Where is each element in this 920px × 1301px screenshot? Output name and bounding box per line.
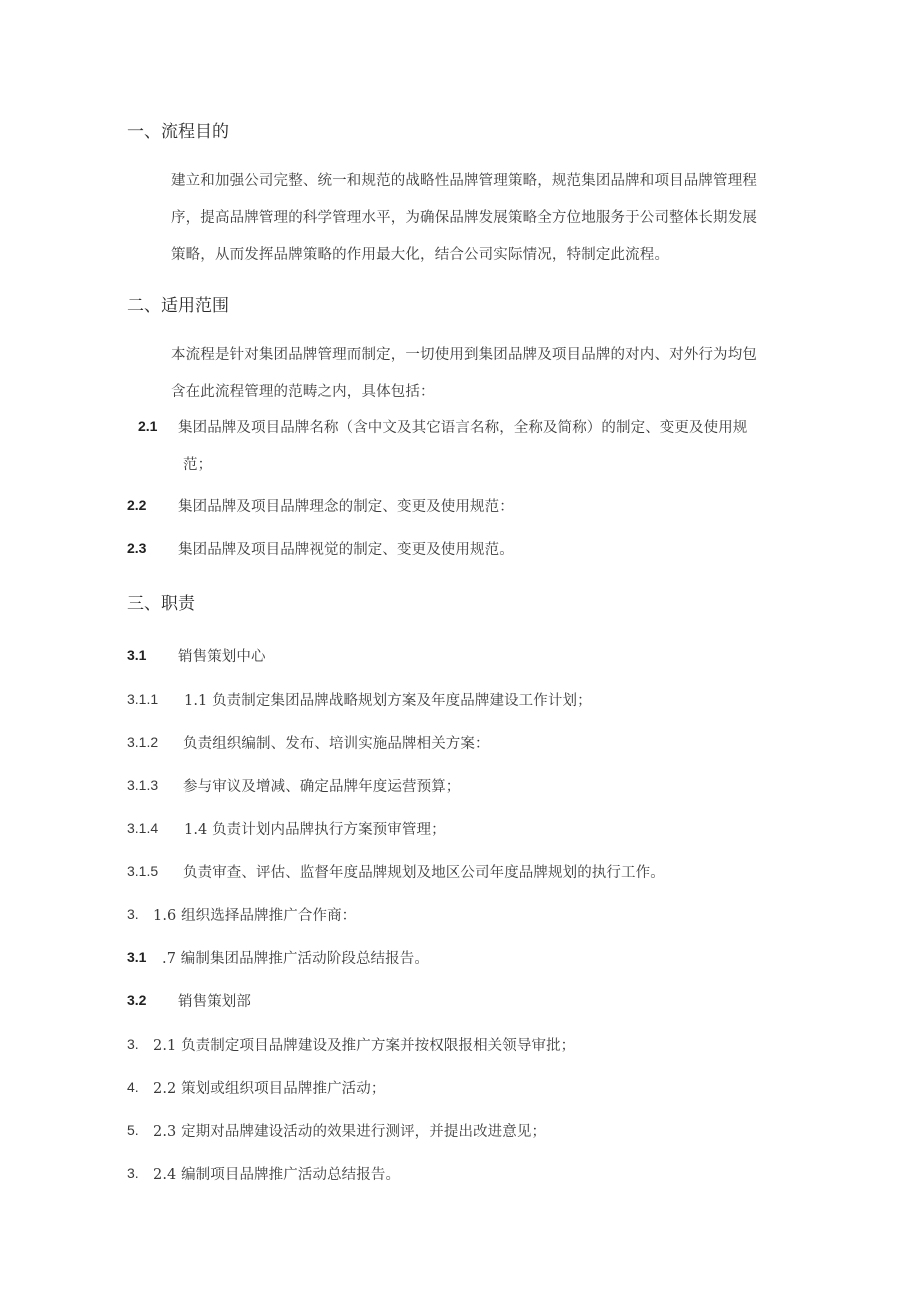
item-3-1-1-number: 3.1.1 [127, 691, 159, 707]
section-1-title: 一、流程目的 [127, 122, 229, 142]
section-2-line-1: 本流程是针对集团品牌管理而制定，一切使用到集团品牌及项目品牌的对内、对外行为均包 [171, 347, 757, 363]
item-3-1-7-number: 3.1 [127, 949, 147, 965]
item-3-2-4-text: 2.4 编制项目品牌推广活动总结报告。 [153, 1167, 401, 1183]
item-3-1-3-number: 3.1.3 [127, 777, 159, 793]
item-2-2-text: 集团品牌及项目品牌理念的制定、变更及使用规范： [178, 499, 514, 515]
section-1-line-1: 建立和加强公司完整、统一和规范的战略性品牌管理策略，规范集团品牌和项目品牌管理程 [171, 173, 757, 189]
section-2-title: 二、适用范围 [127, 296, 229, 316]
item-3-1-5-number: 3.1.5 [127, 863, 159, 879]
item-3-1-2-number: 3.1.2 [127, 734, 159, 750]
item-3-2-1-number: 3. [127, 1036, 139, 1052]
item-3-2-1-text: 2.1 负责制定项目品牌建设及推广方案并按权限报相关领导审批； [153, 1038, 576, 1054]
item-3-1-6-text: 1.6 组织选择品牌推广合作商： [153, 908, 357, 924]
item-3-2-3-text: 2.3 定期对品牌建设活动的效果进行测评，并提出改进意见； [153, 1124, 547, 1140]
item-3-1-5-text: 负责审查、评估、监督年度品牌规划及地区公司年度品牌规划的执行工作。 [183, 865, 665, 881]
item-3-2-2-text: 2.2 策划或组织项目品牌推广活动； [153, 1081, 386, 1097]
section-3-title: 三、职责 [127, 594, 195, 614]
section-1-line-2: 序，提高品牌管理的科学管理水平，为确保品牌发展策略全方位地服务于公司整体长期发展 [171, 210, 757, 226]
sub-3-2-number: 3.2 [127, 992, 147, 1008]
sub-3-1-number: 3.1 [127, 647, 147, 663]
item-3-1-3-text: 参与审议及增减、确定品牌年度运营预算； [183, 779, 461, 795]
item-2-2-number: 2.2 [127, 497, 147, 513]
item-2-3-text: 集团品牌及项目品牌视觉的制定、变更及使用规范。 [178, 542, 514, 558]
item-3-2-3-number: 5. [127, 1122, 139, 1138]
item-3-1-4-number: 3.1.4 [127, 820, 159, 836]
item-3-2-4-number: 3. [127, 1165, 139, 1181]
item-2-1-number: 2.1 [138, 418, 158, 434]
item-2-3-number: 2.3 [127, 540, 147, 556]
item-3-1-2-text: 负责组织编制、发布、培训实施品牌相关方案： [183, 736, 490, 752]
item-2-1-text-cont: 范； [183, 457, 213, 473]
sub-3-1-text: 销售策划中心 [178, 649, 266, 665]
item-3-1-6-number: 3. [127, 906, 139, 922]
sub-3-2-text: 销售策划部 [178, 994, 251, 1010]
item-2-1-text: 集团品牌及项目品牌名称（含中文及其它语言名称，全称及简称）的制定、变更及使用规 [178, 420, 748, 436]
item-3-1-4-text: 1.4 负责计划内品牌执行方案预审管理； [184, 822, 446, 838]
item-3-2-2-number: 4. [127, 1079, 139, 1095]
item-3-1-7-text: .7 编制集团品牌推广活动阶段总结报告。 [162, 951, 429, 967]
item-3-1-1-text: 1.1 负责制定集团品牌战略规划方案及年度品牌建设工作计划； [184, 693, 592, 709]
section-1-line-3: 策略，从而发挥品牌策略的作用最大化，结合公司实际情况，特制定此流程。 [171, 247, 670, 263]
section-2-line-2: 含在此流程管理的范畴之内，具体包括： [171, 384, 435, 400]
